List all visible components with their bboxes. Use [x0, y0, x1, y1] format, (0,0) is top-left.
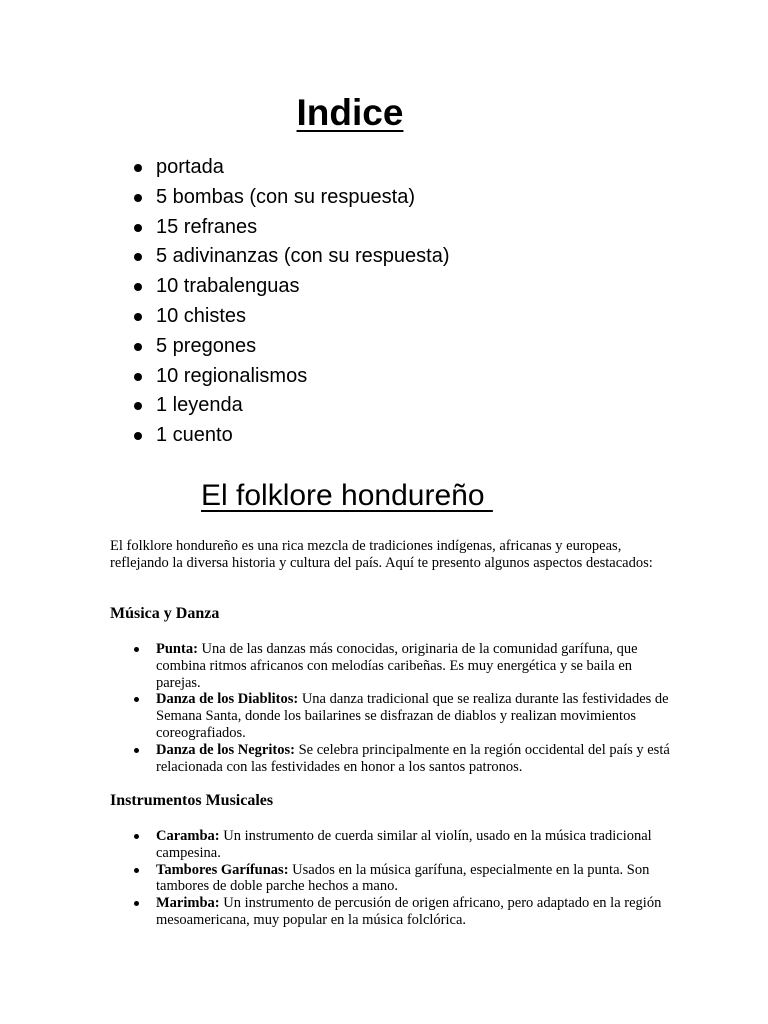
bullet-icon — [134, 283, 142, 291]
list-item — [156, 828, 676, 862]
bullet-icon — [134, 343, 142, 351]
list-item — [156, 691, 676, 741]
list-item — [156, 641, 676, 691]
list-item: 10 chistes — [156, 302, 450, 332]
bullet-icon — [134, 164, 142, 172]
music-list — [156, 641, 676, 775]
list-item: 1 cuento — [156, 421, 450, 451]
list-item — [156, 862, 676, 896]
item-term: Tambores Garífunas: — [156, 861, 289, 878]
item-text: Un instrumento de cuerda similar al violín, usado en la música tradicional campesina. — [156, 828, 652, 861]
bullet-icon — [134, 647, 139, 652]
item-text: Una de las danzas más conocidas, originaria de la comunidad garífuna, que combina ritmos africanos con melodías caribeñas. Es muy energética y se baila en parejas. — [156, 641, 638, 691]
item-term: Punta: — [156, 641, 198, 657]
item-term: Danza de los Diablitos: — [156, 691, 299, 708]
list-item: portada — [156, 153, 450, 183]
bullet-icon — [134, 901, 139, 906]
bullet-icon — [134, 313, 142, 321]
bullet-icon — [134, 224, 142, 232]
list-item: 5 pregones — [156, 332, 450, 362]
item-text: Se celebra principalmente en la región occidental del país y está relacionada con las festividades en honor a los santos patronos. — [156, 741, 670, 775]
item-text: Usados en la música garífuna, especialmente en la punta. Son tambores de doble parche hechos a mano. — [156, 861, 650, 895]
list-item — [156, 742, 676, 776]
instruments-heading: Instrumentos Musicales — [110, 792, 274, 809]
bullet-icon — [134, 868, 139, 873]
list-item: 1 leyenda — [156, 391, 450, 421]
instruments-list — [156, 828, 676, 929]
bullet-icon — [134, 253, 142, 261]
index-title: Indice — [296, 92, 404, 133]
bullet-icon — [134, 432, 142, 440]
list-item: 5 bombas (con su respuesta) — [156, 183, 450, 213]
index-list — [156, 153, 450, 451]
bullet-icon — [134, 402, 142, 410]
list-item: 5 adivinanzas (con su respuesta) — [156, 242, 450, 272]
item-text: Un instrumento de percusión de origen africano, pero adaptado en la región mesoamericana, muy popular en la música folclórica. — [156, 895, 662, 928]
list-item: 15 refranes — [156, 213, 450, 243]
bullet-icon — [134, 194, 142, 202]
bullet-icon — [134, 697, 139, 702]
item-term: Danza de los Negritos: — [156, 741, 295, 758]
folklore-title: El folklore hondureño — [201, 479, 493, 512]
list-item — [156, 895, 676, 929]
list-item: 10 regionalismos — [156, 362, 450, 392]
intro-paragraph: El folklore hondureño es una rica mezcla de tradiciones indígenas, africanas y europeas, reflejando la diversa historia y cultura del país. Aquí te presento algunos aspectos destacados: — [110, 538, 653, 571]
bullet-icon — [134, 748, 139, 753]
bullet-icon — [134, 373, 142, 381]
item-term: Caramba: — [156, 828, 220, 844]
item-term: Marimba: — [156, 895, 220, 912]
bullet-icon — [134, 834, 139, 839]
item-text: Una danza tradicional que se realiza durante las festividades de Semana Santa, donde los bailarines se disfrazan de diablos y realizan movimientos coreografiados. — [156, 691, 669, 741]
music-heading: Música y Danza — [110, 605, 220, 622]
list-item: 10 trabalenguas — [156, 272, 450, 302]
